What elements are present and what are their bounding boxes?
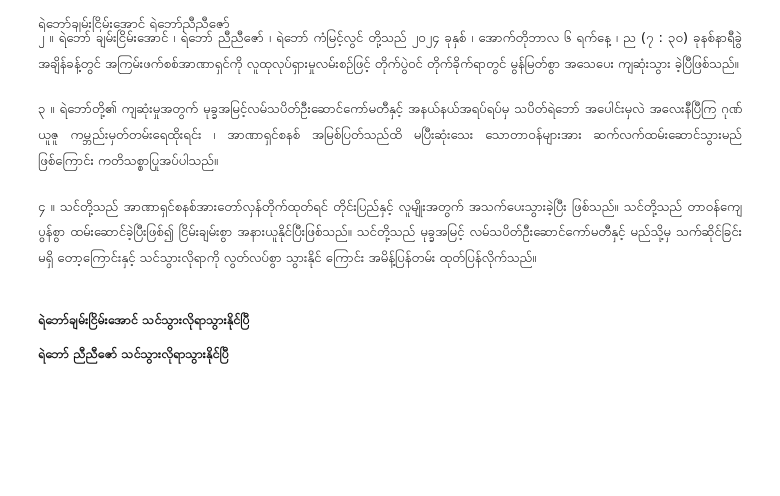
document-page bbox=[0, 16, 780, 496]
paragraph-4: ၄ ။ သင်တို့သည် အာဏာရှင်စနစ်အားတော်လှန်တိုက်ထုတ်ရင် တိုင်းပြည်နှင့် လူမျိုးအတွက် အသက်ပေးသွားခဲ့ပြီး ဖြစ်သည်။ သင်တို့သည် တာဝန်ကျေပွန်စွာ ထမ်းဆောင်ခဲ့ပြီးဖြစ်၍ ငြိမ်းချမ်းစွာ အနားယူနိုင်ပြီးဖြစ်သည်။ သင်တို့သည် မုခ္ခအမြင့် လမ်သပိတ်ဦးဆောင်ကော်မတီနှင့် မည်သို့မှ သက်ဆိုင်ခြင်း မရှိ တော့ကြောင်းနှင့် သင်သွားလိုရာကို လွတ်လပ်စွာ သွားနိုင် ကြောင်း အမိန့်ပြန်တမ်း ထုတ်ပြန်လိုက်သည်။ bbox=[38, 199, 742, 267]
paragraph-2: ၂ ။ ရဲဘော် ချမ်းငြိမ်းအောင် ၊ ရဲဘော် ညီညီဇော် ၊ ရဲဘော် ကံမြင့်လွင် တို့သည် ၂၀၂၄ ခုနှစ် ၊ အောက်တိုဘာလ ၆ ရက်နေ့ ၊ ည (၇ : ၃၀) ခုနစ်နာရီခွဲ အချိန်ခန့်တွင် အကြမ်းဖက်စစ်အာဏာရှင်ကို လူထုလုပ်ရှားမှုလမ်းစဉ်ဖြင့် တိုက်ပွဲဝင် တိုက်ခိုက်ရာတွင် မွန်မြတ်စွာ အသေပေး ကျဆုံးသွား ခဲ့ပြီဖြစ်သည်။ bbox=[38, 31, 742, 72]
signature-line-2: ရဲဘော် ညီညီဇော် သင်သွားလိုရာသွားနိုင်ပြီ bbox=[38, 346, 229, 362]
signature-line-1: ရဲဘော်ချမ်းငြိမ်းအောင် သင်သွားလိုရာသွားနိုင်ပြီ bbox=[38, 311, 250, 327]
paragraph-3: ၃ ။ ရဲဘော်တို့၏ ကျဆုံးမှုအတွက် မုခ္ခအမြင့်လမ်သပိတ်ဦးဆောင်ကော်မတီနှင့် အနယ်နယ်အရပ်ရပ်မှ သပိတ်ရဲဘော် အပေါင်းမှလဲ အလေးနီပြီကြ ဂုဏ်ယူဇူ ကမ္ဘည်းမှတ်တမ်းရေထိုးရင်း ၊ အာဏာရှင်စနစ် အမြစ်ပြတ်သည်ထိ မပြီးဆုံးသေး သောတာဝန်များအား ဆက်လက်ထမ်းဆောင်သွားမည်ဖြစ်ကြောင်း ကတိသစ္စာပြုအပ်ပါသည်။ bbox=[38, 102, 742, 169]
signature-block bbox=[38, 310, 742, 364]
clipped-top-line: ရဲဘော်ချမ်းငြိမ်းအောင် ရဲဘော်ညီညီဇော် bbox=[38, 16, 230, 32]
